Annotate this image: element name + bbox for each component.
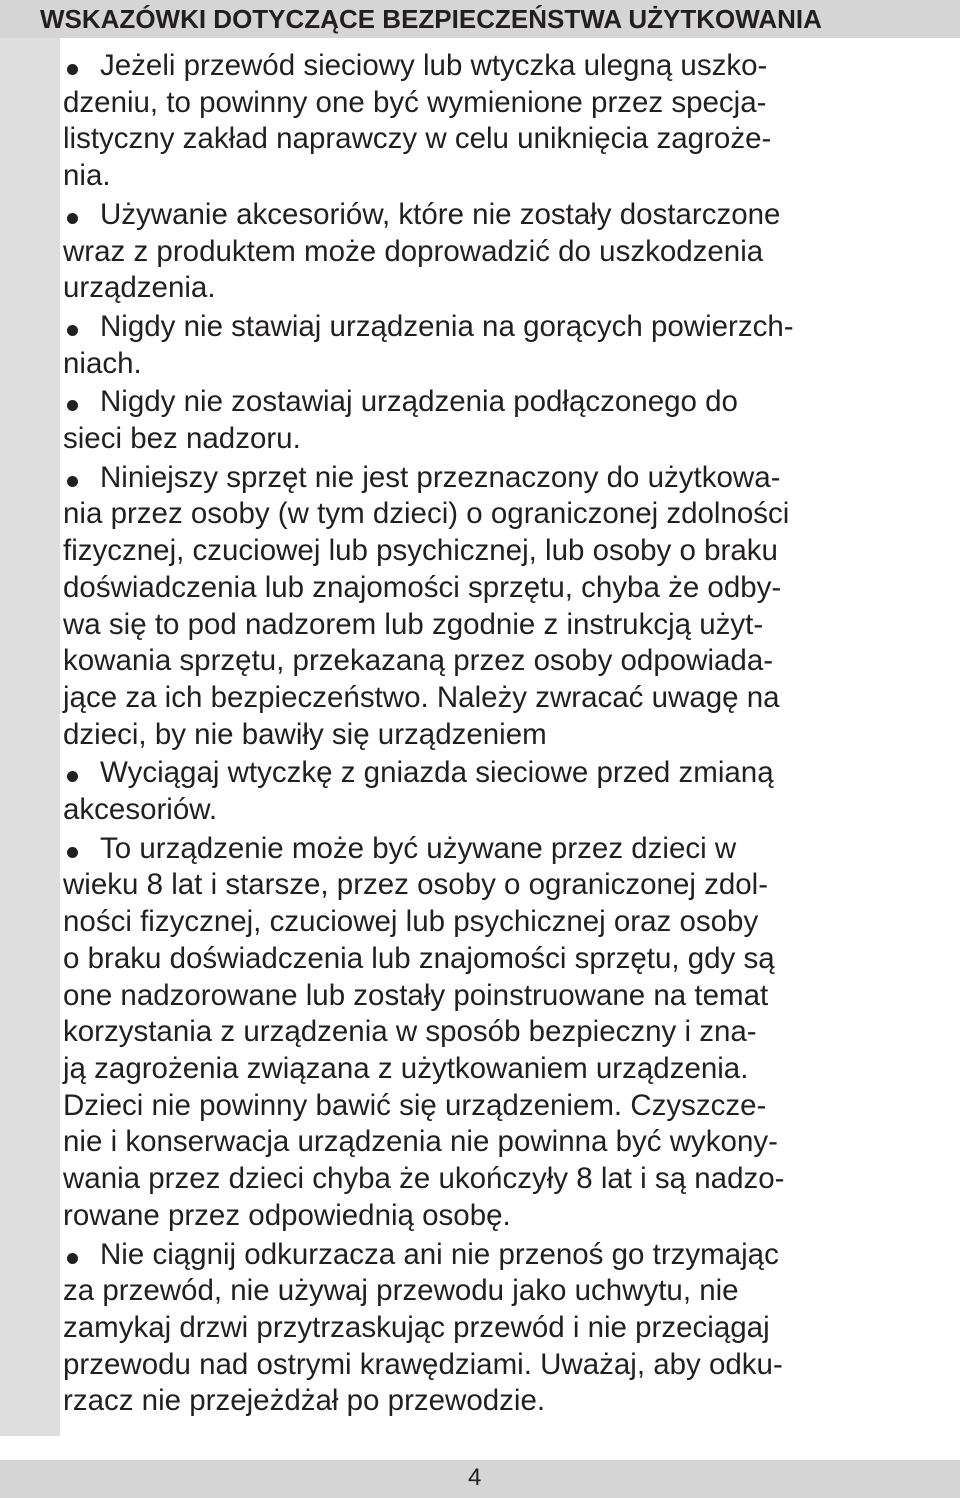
text-line: wieku 8 lat i starsze, przez osoby o ograniczonej zdol- — [63, 868, 769, 902]
text-line: nia. — [63, 159, 111, 193]
text-line: rowane przez odpowiednią osobę. — [63, 1198, 511, 1232]
list-item — [63, 384, 955, 457]
side-strip — [0, 38, 60, 1436]
bullet-dot-icon — [67, 325, 78, 336]
text-line: Jeżeli przewód sieciowy lub wtyczka ulegną uszko- — [100, 49, 768, 82]
text-line: one nadzorowane lub zostały poinstruowane na temat — [63, 978, 769, 1012]
text-line: Używanie akcesoriów, które nie zostały dostarczone — [100, 197, 781, 231]
text-line: nie i konserwacja urządzenia nie powinna być wykony- — [63, 1125, 778, 1159]
text-line: To urządzenie może być używane przez dzieci w — [100, 831, 737, 865]
text-line: o braku doświadczenia lub znajomości sprzętu, gdy są — [63, 941, 775, 975]
list-item — [63, 831, 955, 1235]
text-line: akcesoriów. — [63, 793, 218, 827]
text-line: rzacz nie przejeżdżał po przewodzie. — [63, 1384, 546, 1418]
text-line: wania przez dzieci chyba że ukończyły 8 lat i są nadzo- — [63, 1162, 785, 1196]
list-item — [63, 197, 955, 307]
text-line: listyczny zakład naprawczy w celu uniknięcia zagroże- — [63, 122, 772, 156]
text-line: Dzieci nie powinny bawić się urządzeniem. Czyszcze- — [63, 1088, 767, 1122]
text-line: Nigdy nie stawiaj urządzenia na gorących powierzch- — [100, 309, 794, 343]
list-item — [63, 48, 955, 195]
text-line: urządzenia. — [63, 271, 216, 305]
text-line: ją zagrożenia związana z użytkowaniem urządzenia. — [63, 1051, 749, 1085]
bullet-dot-icon — [67, 476, 78, 487]
safety-instructions-list — [63, 48, 955, 1422]
list-item — [63, 309, 955, 382]
text-line: nia przez osoby (w tym dzieci) o ograniczonej zdolności — [63, 497, 790, 531]
page-number: 4 — [468, 1464, 482, 1491]
text-line: kowania sprzętu, przekazaną przez osoby odpowiada- — [63, 644, 774, 678]
text-line: ności fizycznej, czuciowej lub psychicznej oraz osoby — [63, 905, 759, 939]
text-line: wa się to pod nadzorem lub zgodnie z instrukcją użyt- — [63, 607, 764, 641]
text-line: Nie ciągnij odkurzacza ani nie przenoś go trzymając — [100, 1237, 779, 1271]
page-title: WSKAZÓWKI DOTYCZĄCE BEZPIECZEŃSTWA UŻYTKOWANIA — [40, 4, 822, 34]
text-line: Wyciągaj wtyczkę z gniazda sieciowe przed zmianą — [100, 756, 774, 790]
bullet-dot-icon — [67, 847, 78, 858]
text-line: za przewód, nie używaj przewodu jako uchwytu, nie — [63, 1274, 739, 1308]
text-line: Nigdy nie zostawiaj urządzenia podłączonego do — [100, 385, 738, 419]
list-item — [63, 1237, 955, 1421]
text-line: korzystania z urządzenia w sposób bezpieczny i zna- — [63, 1015, 757, 1049]
text-line: sieci bez nadzoru. — [63, 422, 301, 456]
text-line: jące za ich bezpieczeństwo. Należy zwracać uwagę na — [63, 680, 780, 714]
text-line: zamykaj drzwi przytrzaskując przewód i nie przeciągaj — [63, 1310, 770, 1344]
text-line: niach. — [63, 346, 142, 380]
bullet-dot-icon — [67, 1253, 78, 1264]
text-line: dzeniu, to powinny one być wymienione przez specja- — [63, 85, 767, 119]
list-item — [63, 460, 955, 754]
list-item — [63, 755, 955, 828]
text-line: doświadczenia lub znajomości sprzętu, chyba że odby- — [63, 570, 782, 604]
text-line: wraz z produktem może doprowadzić do uszkodzenia — [63, 234, 764, 268]
text-line: fizycznej, czuciowej lub psychicznej, lub osoby o braku — [63, 534, 778, 568]
text-line: dzieci, by nie bawiły się urządzeniem — [63, 717, 547, 751]
bullet-dot-icon — [67, 64, 78, 75]
text-line: Niniejszy sprzęt nie jest przeznaczony do użytkowa- — [100, 460, 781, 494]
bullet-dot-icon — [67, 213, 78, 224]
text-line: przewodu nad ostrymi krawędziami. Uważaj, aby odku- — [63, 1347, 783, 1381]
